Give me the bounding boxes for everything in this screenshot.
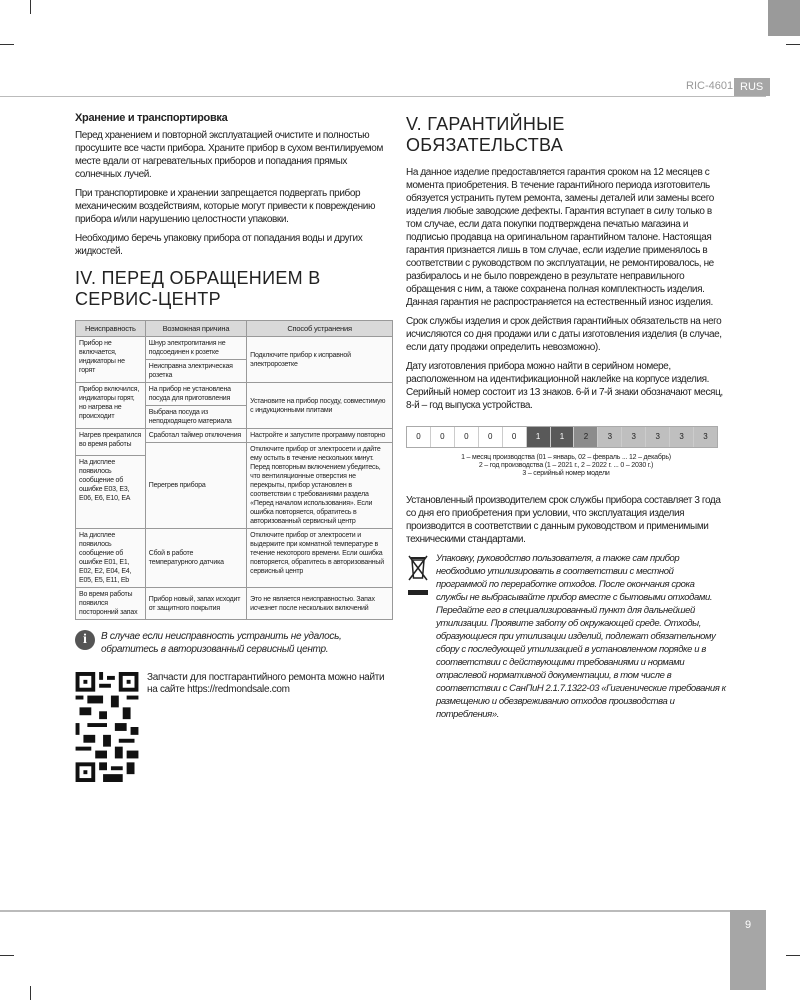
troubleshooting-table: [75, 320, 393, 620]
crop-mark: [0, 955, 14, 956]
serial-legend-2: 2 – год производства (1 – 2021 г., 2 – 2022 г. ... 0 – 2030 г.): [478, 462, 654, 469]
table-cell-fix: Подключите прибор к исправной электророзетке: [247, 337, 393, 383]
serial-digit: 3: [694, 427, 717, 447]
table-cell-fix: Отключите прибор от электросети и дайте ему остыть в течение нескольких минут. Перед повторным включением убедитесь, что вентиляционные отверстия не перекрыты, прибор установлен в соответствии с требованиями раздела «Перед началом использования». Если ошибка повторяется, обратитесь в авторизованный сервисный центр: [247, 443, 393, 529]
crop-mark: [786, 44, 800, 45]
serial-digit: 0: [407, 427, 431, 447]
warranty-paragraph-1: На данное изделие предоставляется гарантия сроком на 12 месяцев с момента приобретения. В течение гарантийного периода изготовитель обязуется устранить путем ремонта, замены деталей или замены всего изделия любые заводские дефекты. Гарантия вступает в силу только в том случае, если дата покупки подтверждена печатью магазина и подписью продавца на оригинальном гарантийном талоне. Настоящая гарантия признается лишь в том случае, если изделие применялось в соответствии с руководством по эксплуатации, не ремонтировалось, не разбиралось и не было повреждено в результате неправильного обращения с ним, а также сохранена полная комплектность изделия. Данная гарантия не распространяется на естественный износ изделия.: [406, 167, 714, 308]
column-header-fix: Способ устранения: [247, 321, 393, 337]
column-header-problem: Неисправность: [76, 321, 146, 337]
table-cell-problem: Во время работы появился посторонний запах: [76, 588, 146, 620]
parts-note-text: Запчасти для постгарантийного ремонта можно найти на сайте https://redmondsale.com: [147, 672, 385, 695]
storage-paragraph-2: При транспортировке и хранении запрещается подвергать прибор механическим воздействиям, которые могут привести к повреждению прибора и/или нарушению целостности упаковки.: [75, 188, 376, 225]
table-cell-problem: Нагрев прекратился во время работы: [76, 429, 146, 456]
page-number: 9: [730, 910, 766, 990]
crop-mark: [0, 44, 14, 45]
serial-digit: 3: [646, 427, 670, 447]
table-cell-cause: Шнур электропитания не подсоединен к розетке: [145, 337, 246, 360]
crop-mark: [30, 0, 31, 14]
storage-title: Хранение и транспортировка: [75, 112, 228, 124]
crop-mark: [786, 955, 800, 956]
serial-digit: 3: [622, 427, 646, 447]
table-cell-cause: Перегрев прибора: [145, 443, 246, 529]
column-header-cause: Возможная причина: [145, 321, 246, 337]
info-note-text: В случае если неисправность устранить не удалось, обратитесь в авторизованный сервисный центр.: [101, 631, 342, 655]
language-tab: RUS: [734, 78, 770, 96]
serial-legend-1: 1 – месяц производства (01 – январь, 02 – февраль ... 12 – декабрь): [461, 454, 671, 461]
serial-digit: 1: [551, 427, 575, 447]
info-note: [75, 630, 393, 656]
table-cell-cause: Выбрана посуда из неподходящего материала: [145, 406, 246, 429]
qr-code-icon: [75, 672, 139, 782]
serial-number-diagram: [406, 426, 718, 448]
crossed-bin-icon: [406, 552, 430, 602]
warranty-paragraph-2: Срок службы изделия и срок действия гарантийных обязательств на него исчисляются со дня продажи или с даты изготовления изделия (в случае, если дату продажи определить невозможно).: [406, 316, 722, 353]
parts-note: [75, 672, 393, 782]
top-corner-tab: [768, 0, 800, 36]
service-life-paragraph: Установленный производителем срок службы прибора составляет 3 года со дня его приобретения при условии, что эксплуатация изделия производится в соответствии с данным руководством и применимыми техническими стандартами.: [406, 495, 721, 545]
serial-digit: 0: [503, 427, 527, 447]
footer-divider: [0, 910, 730, 912]
table-cell-cause: На прибор не установлена посуда для приготовления: [145, 383, 246, 406]
serial-digit: 3: [670, 427, 694, 447]
section-5-title: V. ГАРАНТИЙНЫЕ ОБЯЗАТЕЛЬСТВА: [406, 114, 565, 155]
serial-digit: 0: [479, 427, 503, 447]
table-cell-cause: Сбой в работе температурного датчика: [145, 529, 246, 588]
serial-digit: 2: [574, 427, 598, 447]
left-column: [75, 112, 393, 782]
table-cell-fix: Настройте и запустите программу повторно: [247, 429, 393, 443]
table-cell-fix: Это не является неисправностью. Запах исчезнет после нескольких включений: [247, 588, 393, 620]
model-number: RIC-4601: [686, 80, 734, 92]
table-cell-problem: Прибор включился, индикаторы горят, но нагрева не происходит: [76, 383, 146, 429]
storage-paragraph-1: Перед хранением и повторной эксплуатацией очистите и полностью просушите все части прибора. Храните прибор в сухом вентилируемом месте вдали от нагревательных приборов и попадания прямых солнечных лучей.: [75, 130, 383, 180]
crop-mark: [30, 986, 31, 1000]
serial-digit: 1: [527, 427, 551, 447]
disposal-text: Упаковку, руководство пользователя, а также сам прибор необходимо утилизировать в соответствии с местной программой по переработке отходов. После окончания срока службы не выбрасывайте прибор вместе с бытовыми отходами. Передайте его в специализированный пункт для дальнейшей утилизации. Проявите заботу об окружающей среде. Отходы, образующиеся при утилизации изделий, подлежат обязательному сбору с последующей утилизацией в установленном порядке и в соответствии с действующими требованиями и нормами отраслевой нормативной документации, в том числе в соответствии с СанПиН 2.1.7.1322-03 «Гигиенические требования к размещению и обезвреживанию отходов производства и потребления».: [436, 553, 726, 720]
serial-digit: 0: [455, 427, 479, 447]
table-cell-problem: На дисплее появилось сообщение об ошибке E01, E1, E02, E2, E04, E4, E05, E5, E11, Eb: [76, 529, 146, 588]
table-cell-cause: Прибор новый, запах исходит от защитного покрытия: [145, 588, 246, 620]
table-cell-problem: Прибор не включается, индикаторы не горят: [76, 337, 146, 383]
warranty-paragraph-3: Дату изготовления прибора можно найти в серийном номере, расположенном на идентификационной наклейке на корпусе изделия. Серийный номер состоит из 13 знаков. 6-й и 7-й знаки обозначают месяц, 8-й – год выпуска устройства.: [406, 361, 723, 411]
header-divider: [0, 96, 766, 97]
right-column: [406, 112, 726, 721]
info-icon: i: [75, 630, 95, 650]
storage-paragraph-3: Необходимо беречь упаковку прибора от попадания воды и других жидкостей.: [75, 233, 363, 257]
table-cell-fix: Отключите прибор от электросети и выдержите при комнатной температуре в течение некоторого времени. Если ошибка повторяется, обратитесь в авторизованный сервисный центр: [247, 529, 393, 588]
table-cell-cause: Неисправна электрическая розетка: [145, 360, 246, 383]
table-cell-problem: На дисплее появилось сообщение об ошибке E03, E3, E06, E6, E10, EA: [76, 456, 146, 529]
disposal-note: [406, 552, 726, 721]
serial-digit: 3: [598, 427, 622, 447]
table-cell-fix: Установите на прибор посуду, совместимую с индукционными плитами: [247, 383, 393, 429]
serial-digit: 0: [431, 427, 455, 447]
table-cell-cause: Сработал таймер отключения: [145, 429, 246, 443]
section-4-title: IV. ПЕРЕД ОБРАЩЕНИЕМ В СЕРВИС-ЦЕНТР: [75, 268, 321, 309]
serial-legend-3: 3 – серийный номер модели: [522, 470, 610, 477]
serial-legend: [406, 454, 726, 478]
